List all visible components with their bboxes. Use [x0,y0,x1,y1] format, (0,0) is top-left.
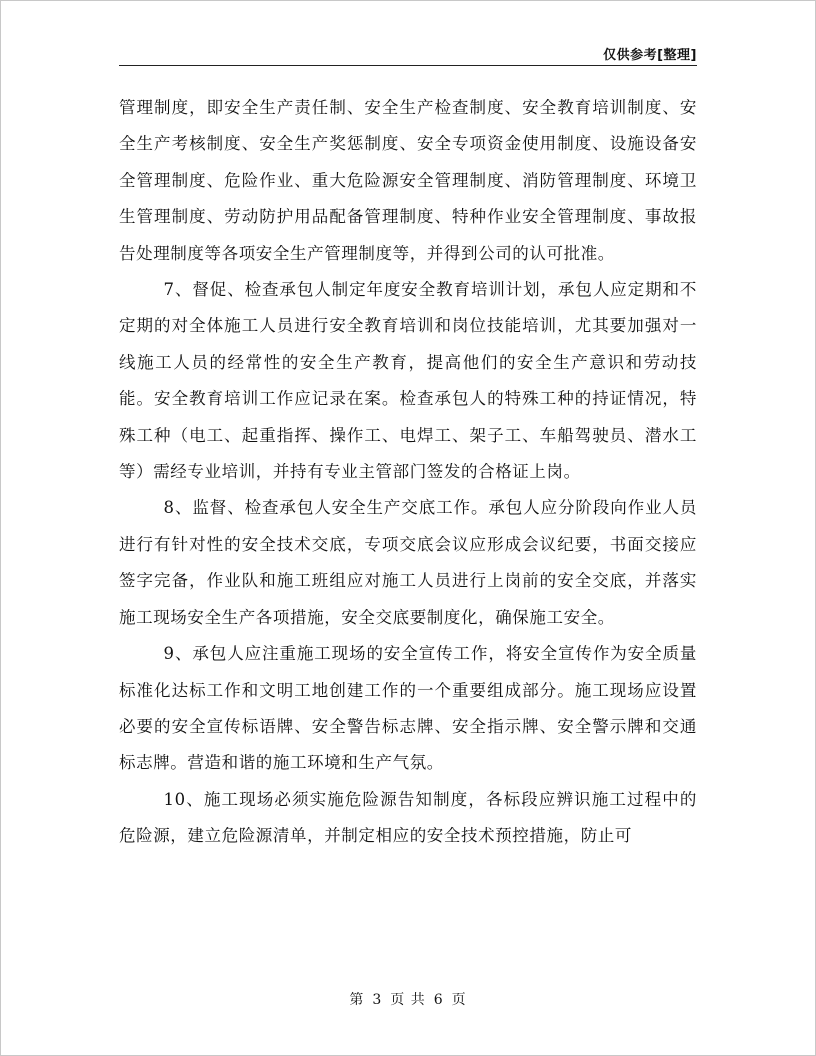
paragraph-item-8: 8、监督、检查承包人安全生产交底工作。承包人应分阶段向作业人员进行有针对性的安全技术交底，专项交底会议应形成会议纪要，书面交接应签字完备，作业队和施工班组应对施工人员进行上岗前的安全交底，并落实施工现场安全生产各项措施，安全交底要制度化，确保施工安全。 [119,498,697,627]
header-label: 仅供参考[整理] [603,48,697,63]
footer-current-page: 3 [372,992,383,1008]
paragraph-item-7: 7、督促、检查承包人制定年度安全教育培训计划，承包人应定期和不定期的对全体施工人员进行安全教育培训和岗位技能培训，尤其要加强对一线施工人员的经常性的安全生产教育，提高他们的安全生产意识和劳动技能。安全教育培训工作应记录在案。检查承包人的特殊工种的持证情况，特殊工种（电工、起重指挥、操作工、电焊工、架子工、车船驾驶员、潜水工等）需经专业培训，并持有专业主管部门签发的合格证上岗。 [119,280,697,482]
footer-middle: 页 共 [390,992,426,1008]
paragraph-item-9: 9、承包人应注重施工现场的安全宣传工作，将安全宣传作为安全质量标准化达标工作和文明工地创建工作的一个重要组成部分。施工现场应设置必要的安全宣传标语牌、安全警告标志牌、安全指示牌、安全警示牌和交通标志牌。营造和谐的施工环境和生产气氛。 [119,644,697,773]
footer-prefix: 第 [349,992,365,1008]
footer-total-pages: 6 [433,992,444,1008]
footer-suffix: 页 [451,992,467,1008]
page-footer [0,989,816,1009]
document-body [119,90,697,855]
paragraph-item-10: 10、施工现场必须实施危险源告知制度，各标段应辨识施工过程中的危险源，建立危险源清单，并制定相应的安全技术预控措施，防止可 [119,789,697,846]
header-rule [119,65,697,66]
paragraph-continuation: 管理制度，即安全生产责任制、安全生产检查制度、安全教育培训制度、安全生产考核制度、安全生产奖惩制度、安全专项资金使用制度、设施设备安全管理制度、危险作业、重大危险源安全管理制度、消防管理制度、环境卫生管理制度、劳动防护用品配备管理制度、特种作业安全管理制度、事故报告处理制度等各项安全生产管理制度等，并得到公司的认可批准。 [119,98,697,263]
